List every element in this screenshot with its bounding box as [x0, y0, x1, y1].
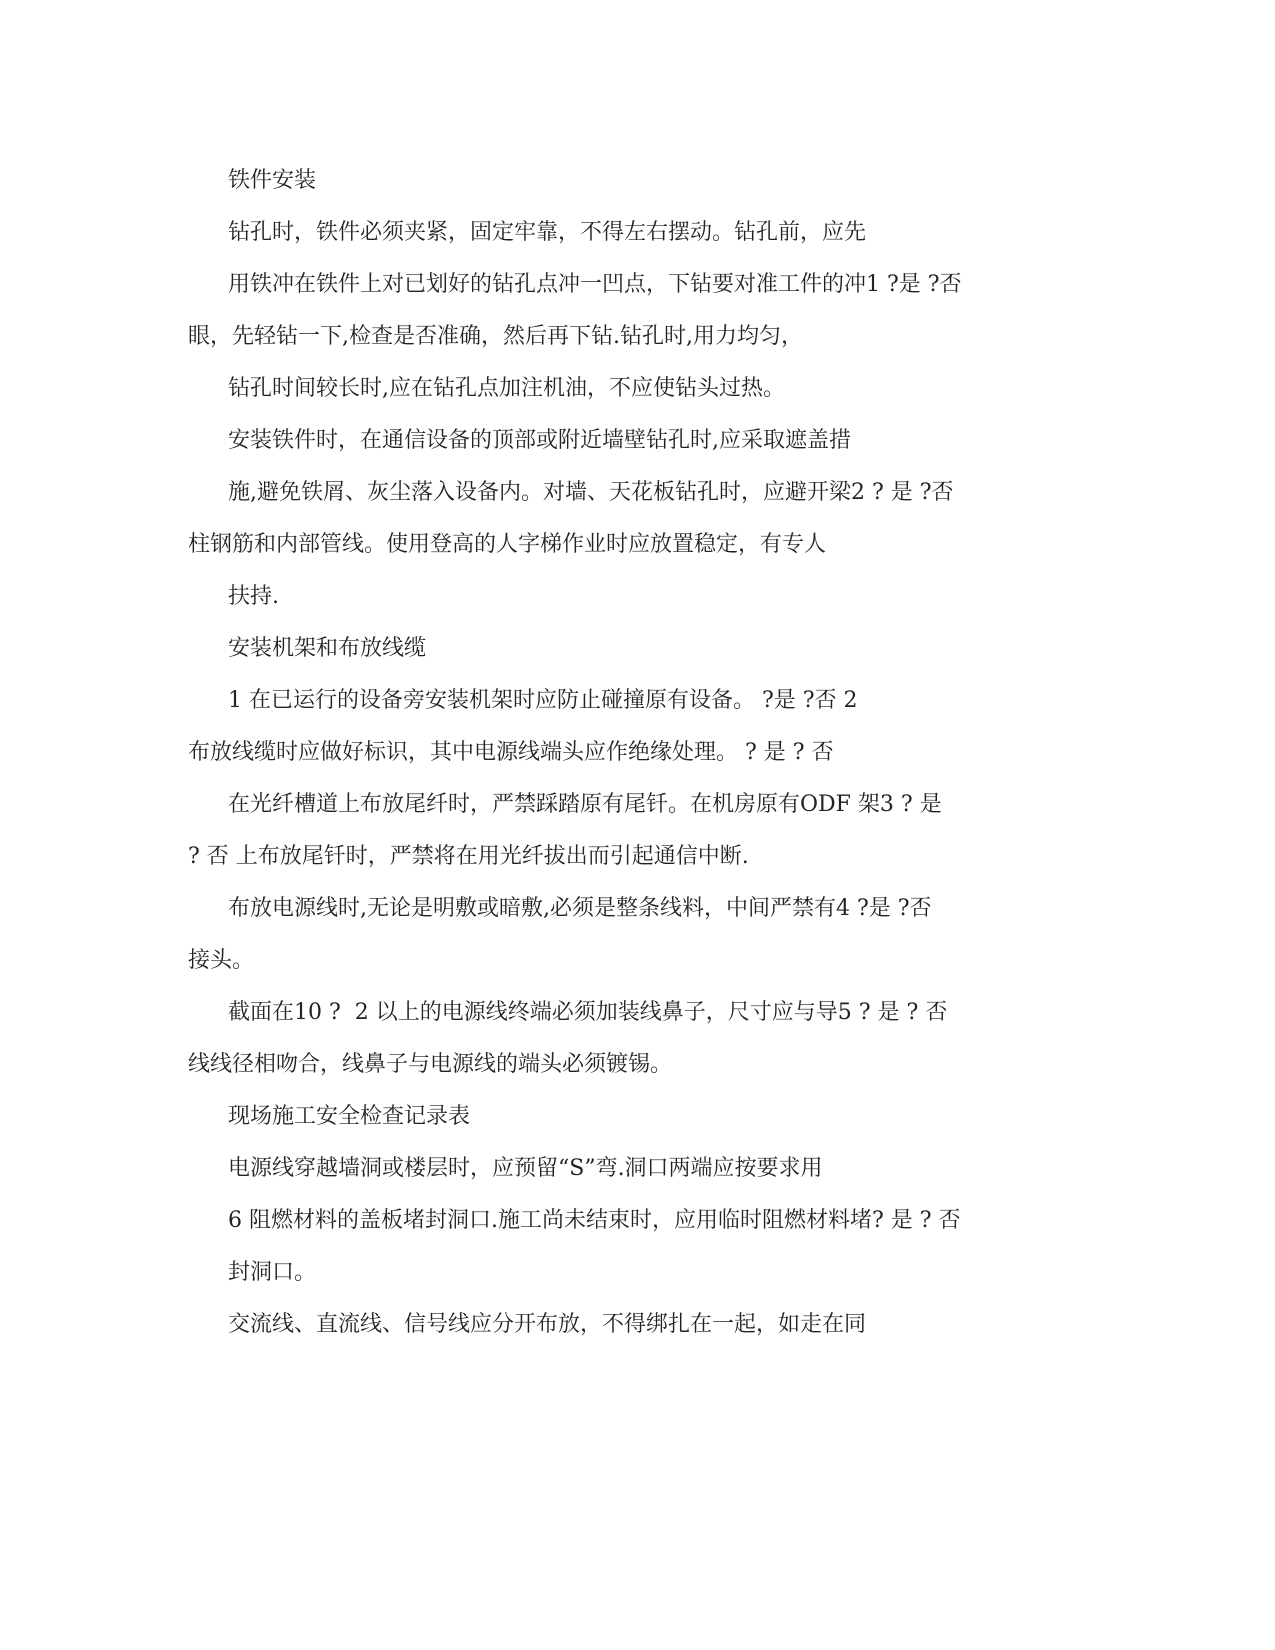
text-line: 钻孔时间较长时,应在钻孔点加注机油，不应使钻头过热。: [228, 376, 785, 401]
text-line: 布放线缆时应做好标识，其中电源线端头应作绝缘处理。 ? 是 ? 否: [188, 740, 834, 765]
text-line: 在光纤槽道上布放尾纤时，严禁踩踏原有尾钎。在机房原有ODF 架3 ? 是: [228, 792, 942, 817]
text-line: 交流线、直流线、信号线应分开布放，不得绑扎在一起，如走在同: [228, 1312, 867, 1337]
text-line: ? 否 上布放尾钎时，严禁将在用光纤拔出而引起通信中断.: [188, 844, 749, 869]
text-line: 用铁冲在铁件上对已划好的钻孔点冲一凹点，下钻要对准工件的冲1 ?是 ?否: [228, 272, 962, 297]
text-line: 封洞口。: [228, 1260, 317, 1285]
text-line: 截面在10 ? 2 以上的电源线终端必须加装线鼻子，尺寸应与导5 ? 是 ? 否: [228, 1000, 948, 1025]
text-line: 铁件安装: [228, 168, 317, 193]
text-line: 线线径相吻合，线鼻子与电源线的端头必须镀锡。: [188, 1052, 673, 1077]
text-line: 接头。: [188, 948, 255, 973]
text-line: 安装铁件时，在通信设备的顶部或附近墙壁钻孔时,应采取遮盖措: [228, 428, 851, 453]
text-line: 眼，先轻钻一下,检查是否准确，然后再下钻.钻孔时,用力均匀，: [188, 324, 803, 349]
text-line: 钻孔时，铁件必须夹紧，固定牢靠，不得左右摆动。钻孔前，应先: [228, 220, 867, 245]
text-line: 现场施工安全检查记录表: [228, 1104, 471, 1129]
text-line: 6 阻燃材料的盖板堵封洞口.施工尚未结束时，应用临时阻燃材料堵? 是 ? 否: [228, 1208, 961, 1233]
text-line: 柱钢筋和内部管线。使用登高的人字梯作业时应放置稳定，有专人: [188, 532, 827, 557]
text-line: 电源线穿越墙洞或楼层时，应预留“S”弯.洞口两端应按要求用: [228, 1156, 823, 1181]
text-line: 扶持.: [228, 584, 279, 609]
text-line: 施,避免铁屑、灰尘落入设备内。对墙、天花板钻孔时，应避开梁2 ? 是 ?否: [228, 480, 954, 505]
text-line: 布放电源线时,无论是明敷或暗敷,必须是整条线料，中间严禁有4 ?是 ?否: [228, 896, 932, 921]
text-line: 安装机架和布放线缆: [228, 636, 427, 661]
text-line: 1 在已运行的设备旁安装机架时应防止碰撞原有设备。 ?是 ?否 2: [228, 688, 858, 713]
